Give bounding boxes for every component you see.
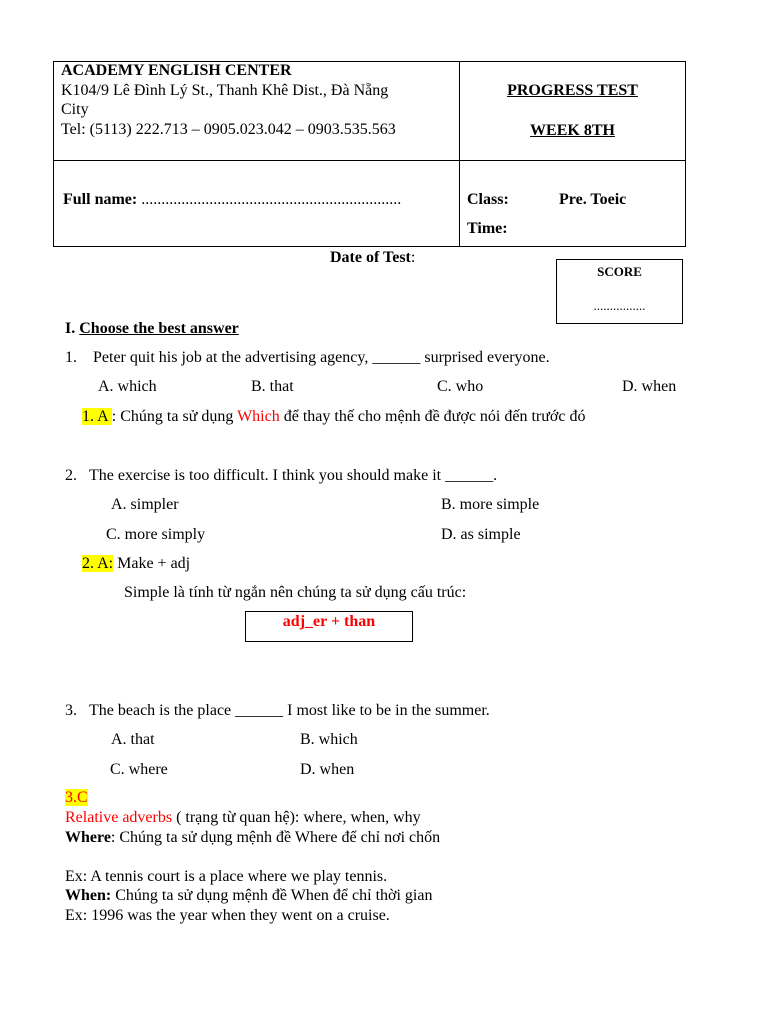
section-heading <box>65 320 239 338</box>
q2-expl-1: Make + adj <box>113 555 191 572</box>
q1-expl-pre: : Chúng ta sử dụng <box>111 408 238 425</box>
q2-option-b: B. more simple <box>441 496 540 513</box>
date-of-test-label: Date of Test <box>330 249 411 266</box>
question-2-text: The exercise is too difficult. I think you should make it ______. <box>89 467 498 484</box>
question-2-number: 2. <box>65 467 77 484</box>
q1-option-a: A. which <box>98 378 157 395</box>
test-title: PROGRESS TEST <box>507 82 638 99</box>
score-label: SCORE <box>597 264 642 279</box>
phone-line: Tel: (5113) 222.713 – 0905.023.042 – 0903.535.563 <box>61 121 396 138</box>
q3-answer <box>65 789 88 807</box>
full-name-row <box>63 191 401 209</box>
q1-option-b: B. that <box>251 378 294 395</box>
date-of-test <box>330 249 415 267</box>
section-title: Choose the best answer <box>79 320 239 337</box>
q3-option-d: D. when <box>300 761 355 778</box>
address-line-1: K104/9 Lê Đình Lý St., Thanh Khê Dist., Đà Nẵng <box>61 82 389 99</box>
q3-answer-tag: 3.C <box>65 789 88 806</box>
q1-answer-tag: 1. A <box>82 408 112 425</box>
when-label: When: <box>65 887 112 904</box>
score-dots: ................ <box>593 298 646 313</box>
when-text: Chúng ta sử dụng mệnh đề When để chỉ thời gian <box>111 887 433 904</box>
section-number: I. <box>65 320 76 337</box>
q2-option-a: A. simpler <box>111 496 179 513</box>
question-1-number: 1. <box>65 349 77 366</box>
full-name-label: Full name: <box>63 191 138 208</box>
q1-explanation <box>82 408 585 426</box>
q1-expl-post: để thay thế cho mệnh đề được nói đến trước đó <box>279 408 586 425</box>
question-1-text: Peter quit his job at the advertising agency, ______ surprised everyone. <box>93 349 550 366</box>
formula-box <box>245 611 413 642</box>
formula-text: adj_er + than <box>282 613 376 630</box>
relative-adverbs-line <box>65 809 421 827</box>
q2-answer-tag: 2. A: <box>82 555 114 572</box>
when-line <box>65 887 432 905</box>
relative-adverbs-rest: ( trạng từ quan hệ): where, when, why <box>172 809 421 826</box>
score-box <box>556 259 683 324</box>
example-2: Ex: 1996 was the year when they went on a cruise. <box>65 907 390 924</box>
address-line-2: City <box>61 101 89 118</box>
q3-option-c: C. where <box>110 761 168 778</box>
time-label: Time: <box>467 220 508 237</box>
table-divider-horizontal <box>54 160 685 161</box>
q3-option-b: B. which <box>300 731 358 748</box>
example-1: Ex: A tennis court is a place where we play tennis. <box>65 868 388 885</box>
relative-adverbs-label: Relative adverbs <box>65 809 173 826</box>
week-label: WEEK 8TH <box>530 122 615 139</box>
where-text: : Chúng ta sử dụng mệnh đề Where để chỉ nơi chốn <box>110 829 441 846</box>
q2-option-d: D. as simple <box>441 526 521 543</box>
q3-option-a: A. that <box>111 731 155 748</box>
class-label: Class: <box>467 191 509 208</box>
date-of-test-colon: : <box>410 249 416 266</box>
school-name: ACADEMY ENGLISH CENTER <box>61 62 292 79</box>
q2-explanation-2: Simple là tính từ ngắn nên chúng ta sử dụng cấu trúc: <box>124 584 467 601</box>
question-3-text: The beach is the place ______ I most like to be in the summer. <box>89 702 490 719</box>
q1-option-c: C. who <box>437 378 484 395</box>
where-line <box>65 829 440 847</box>
question-3-number: 3. <box>65 702 77 719</box>
where-label: Where <box>65 829 111 846</box>
q1-expl-highlight: Which <box>237 408 280 425</box>
class-value: Pre. Toeic <box>559 191 627 208</box>
q1-option-d: D. when <box>622 378 677 395</box>
q2-explanation-1 <box>82 555 190 573</box>
q2-option-c: C. more simply <box>106 526 206 543</box>
full-name-dots: ................................................................. <box>137 191 402 208</box>
